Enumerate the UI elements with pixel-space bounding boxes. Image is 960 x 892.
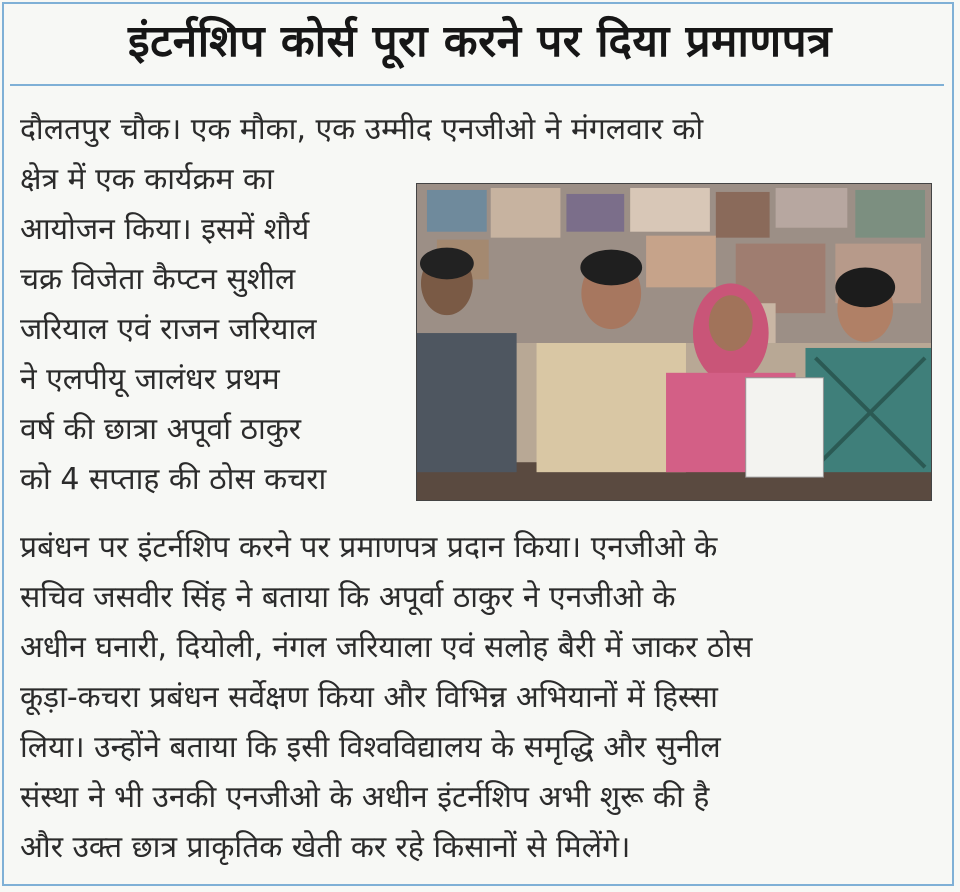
body-line-7: और उक्त छात्र प्राकृतिक खेती कर रहे किसानों से मिलेंगे।	[20, 830, 631, 865]
left-column-line-4: जरियाल एवं राजन जरियाल	[20, 312, 317, 347]
left-column-line-7: को 4 सप्ताह की ठोस कचरा	[20, 462, 327, 497]
left-column-line-3: चक्र विजेता कैप्टन सुशील	[20, 262, 296, 297]
body-line-4: कूड़ा-कचरा प्रबंधन सर्वेक्षण किया और विभिन्न अभियानों में हिस्सा	[20, 680, 718, 715]
left-column-line-6: वर्ष की छात्रा अपूर्वा ठाकुर	[20, 412, 302, 447]
left-column-line-5: ने एलपीयू जालंधर प्रथम	[20, 362, 280, 397]
body-line-6: संस्था ने भी उनकी एनजीओ के अधीन इंटर्नशिप अभी शुरू की है	[20, 780, 710, 815]
body-line-2: सचिव जसवीर सिंह ने बताया कि अपूर्वा ठाकुर ने एनजीओ के	[20, 580, 676, 615]
headline-divider	[10, 84, 944, 86]
left-column-line-1: क्षेत्र में एक कार्यक्रम का	[20, 162, 274, 197]
body-line-1: प्रबंधन पर इंटर्नशिप करने पर प्रमाणपत्र प्रदान किया। एनजीओ के	[20, 530, 718, 565]
left-column-line-2: आयोजन किया। इसमें शौर्य	[20, 212, 310, 247]
event-photo	[416, 183, 932, 501]
lead-line: दौलतपुर चौक। एक मौका, एक उम्मीद एनजीओ ने मंगलवार को	[20, 112, 704, 147]
body-line-3: अधीन घनारी, दियोली, नंगल जरियाला एवं सलोह बैरी में जाकर ठोस	[20, 630, 753, 665]
article-headline: इंटर्नशिप कोर्स पूरा करने पर दिया प्रमाणपत्र	[128, 16, 832, 67]
body-line-5: लिया। उन्होंने बताया कि इसी विश्वविद्यालय के समृद्धि और सुनील	[20, 730, 721, 765]
